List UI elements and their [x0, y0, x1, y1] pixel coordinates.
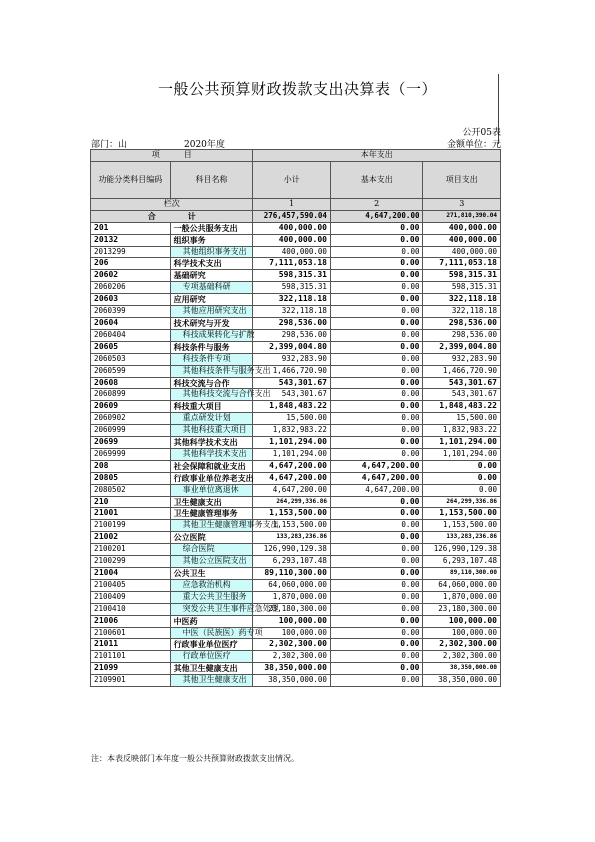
row-code: 210 — [91, 496, 171, 508]
row-name: 公立医院 — [170, 532, 253, 544]
table-row — [91, 675, 501, 687]
row-subtotal: 100,000.00 — [253, 615, 330, 627]
row-basic: 0.00 — [330, 675, 423, 687]
row-code: 2060999 — [91, 425, 171, 437]
row-name: 科技条件与服务 — [170, 341, 253, 353]
row-name: 技术研究与开发 — [170, 317, 253, 329]
row-subtotal: 2,302,300.00 — [253, 651, 330, 663]
row-code: 2100601 — [91, 627, 171, 639]
row-basic: 0.00 — [330, 437, 423, 449]
row-project: 2,302,300.00 — [423, 639, 501, 651]
row-subtotal: 38,350,000.00 — [253, 675, 330, 687]
row-name: 卫生健康支出 — [170, 496, 253, 508]
table-row — [91, 222, 501, 234]
column-index-row — [91, 198, 501, 210]
page-title: 一般公共预算财政拨款支出决算表（一） — [157, 80, 437, 98]
row-basic: 0.00 — [330, 639, 423, 651]
total-subtotal: 276,457,590.04 — [253, 210, 330, 222]
row-subtotal: 1,466,720.90 — [253, 365, 330, 377]
row-basic: 4,647,200.00 — [330, 472, 423, 484]
table-row — [91, 448, 501, 460]
table-row — [91, 556, 501, 568]
row-project: 1,848,483.22 — [423, 401, 501, 413]
table-row — [91, 377, 501, 389]
row-subtotal: 2,302,300.00 — [253, 639, 330, 651]
column-2: 2 — [330, 198, 423, 210]
row-code: 206 — [91, 258, 171, 270]
table-row — [91, 591, 501, 603]
row-subtotal: 89,110,300.00 — [253, 568, 330, 580]
row-project: 2,399,004.80 — [423, 341, 501, 353]
row-basic: 0.00 — [330, 508, 423, 520]
total-project: 271,810,390.04 — [423, 210, 501, 222]
row-code: 2109901 — [91, 675, 171, 687]
row-subtotal: 1,101,294.00 — [253, 437, 330, 449]
row-name: 其他科技条件与服务支出 — [170, 365, 253, 377]
row-name: 其他组织事务支出 — [170, 246, 253, 258]
row-code: 2060503 — [91, 353, 171, 365]
table-row — [91, 425, 501, 437]
row-subtotal: 264,299,336.86 — [253, 496, 330, 508]
row-project: 100,000.00 — [423, 615, 501, 627]
row-name: 其他卫生健康支出 — [170, 663, 253, 675]
row-name: 其他应用研究支出 — [170, 306, 253, 318]
row-subtotal: 100,000.00 — [253, 627, 330, 639]
row-subtotal: 598,315.31 — [253, 282, 330, 294]
row-subtotal: 1,101,294.00 — [253, 448, 330, 460]
table-row — [91, 282, 501, 294]
row-subtotal: 298,536.00 — [253, 317, 330, 329]
table-row — [91, 460, 501, 472]
row-subtotal: 6,293,107.48 — [253, 556, 330, 568]
header-basic: 基本支出 — [330, 161, 423, 198]
row-name: 重大公共卫生服务 — [170, 591, 253, 603]
table-row — [91, 270, 501, 282]
table-row — [91, 544, 501, 556]
row-code: 20132 — [91, 234, 171, 246]
row-project: 0.00 — [423, 460, 501, 472]
header-item: 项 目 — [91, 150, 253, 162]
table-row — [91, 484, 501, 496]
table-row — [91, 532, 501, 544]
table-row — [91, 306, 501, 318]
row-name: 中医药 — [170, 615, 253, 627]
row-project: 100,000.00 — [423, 627, 501, 639]
row-name: 其他卫生健康管理事务支出 — [170, 520, 253, 532]
table-row — [91, 413, 501, 425]
row-name: 科学技术支出 — [170, 258, 253, 270]
row-name: 其他科学技术支出 — [170, 437, 253, 449]
row-name: 科技交流与合作 — [170, 377, 253, 389]
row-project: 64,060,000.00 — [423, 579, 501, 591]
row-name: 基础研究 — [170, 270, 253, 282]
row-basic: 0.00 — [330, 377, 423, 389]
table-row — [91, 663, 501, 675]
row-basic: 0.00 — [330, 222, 423, 234]
row-subtotal: 4,647,200.00 — [253, 472, 330, 484]
row-basic: 0.00 — [330, 365, 423, 377]
row-code: 2100410 — [91, 603, 171, 615]
row-basic: 0.00 — [330, 401, 423, 413]
department-label: 部门：山 — [91, 140, 128, 150]
row-subtotal: 133,283,236.86 — [253, 532, 330, 544]
row-name: 行政事业单位医疗 — [170, 639, 253, 651]
row-code: 20699 — [91, 437, 171, 449]
table-row — [91, 603, 501, 615]
row-code: 20608 — [91, 377, 171, 389]
table-row — [91, 627, 501, 639]
row-basic: 4,647,200.00 — [330, 484, 423, 496]
table-row — [91, 341, 501, 353]
row-basic: 0.00 — [330, 306, 423, 318]
row-subtotal: 126,990,129.38 — [253, 544, 330, 556]
total-row — [91, 210, 501, 222]
row-code: 2060206 — [91, 282, 171, 294]
row-basic: 0.00 — [330, 413, 423, 425]
fiscal-year: 2020年度 — [184, 140, 225, 150]
row-basic: 0.00 — [330, 556, 423, 568]
header-subject-name: 科目名称 — [170, 161, 253, 198]
total-label: 合 计 — [91, 210, 253, 222]
row-name: 其他科技交流与合作支出 — [170, 389, 253, 401]
row-basic: 0.00 — [330, 282, 423, 294]
row-name: 社会保障和就业支出 — [170, 460, 253, 472]
form-number: 公开05表 — [462, 128, 501, 138]
row-project: 15,500.00 — [423, 413, 501, 425]
table-row — [91, 496, 501, 508]
row-name: 中医（民族医）药专项 — [170, 627, 253, 639]
row-name: 其他科技重大项目 — [170, 425, 253, 437]
row-project: 298,536.00 — [423, 317, 501, 329]
amount-unit: 金额单位：元 — [446, 140, 501, 150]
row-basic: 0.00 — [330, 317, 423, 329]
header-current-year: 本年支出 — [253, 150, 501, 162]
row-basic: 0.00 — [330, 246, 423, 258]
row-basic: 0.00 — [330, 234, 423, 246]
row-project: 598,315.31 — [423, 270, 501, 282]
table-row — [91, 437, 501, 449]
row-project: 543,301.67 — [423, 389, 501, 401]
row-code: 2060599 — [91, 365, 171, 377]
row-subtotal: 543,301.67 — [253, 377, 330, 389]
row-basic: 0.00 — [330, 496, 423, 508]
row-name: 科技条件专项 — [170, 353, 253, 365]
row-subtotal: 298,536.00 — [253, 329, 330, 341]
row-code: 2101101 — [91, 651, 171, 663]
row-project: 133,283,236.86 — [423, 532, 501, 544]
row-subtotal: 1,153,500.00 — [253, 520, 330, 532]
row-project: 400,000.00 — [423, 234, 501, 246]
row-subtotal: 322,118.18 — [253, 306, 330, 318]
row-code: 21099 — [91, 663, 171, 675]
row-project: 38,350,000.00 — [423, 663, 501, 675]
table-row — [91, 508, 501, 520]
row-name: 应急救治机构 — [170, 579, 253, 591]
table-row — [91, 520, 501, 532]
row-code: 2060399 — [91, 306, 171, 318]
row-project: 932,283.90 — [423, 353, 501, 365]
row-basic: 0.00 — [330, 294, 423, 306]
row-basic: 0.00 — [330, 353, 423, 365]
row-basic: 0.00 — [330, 544, 423, 556]
row-project: 1,466,720.90 — [423, 365, 501, 377]
row-project: 0.00 — [423, 472, 501, 484]
row-basic: 0.00 — [330, 651, 423, 663]
row-name: 科技重大项目 — [170, 401, 253, 413]
row-subtotal: 400,000.00 — [253, 234, 330, 246]
table-row — [91, 472, 501, 484]
row-project: 322,118.18 — [423, 294, 501, 306]
row-basic: 0.00 — [330, 258, 423, 270]
row-code: 2100409 — [91, 591, 171, 603]
row-code: 2069999 — [91, 448, 171, 460]
row-name: 科技成果转化与扩散 — [170, 329, 253, 341]
row-code: 2100199 — [91, 520, 171, 532]
table-row — [91, 353, 501, 365]
row-basic: 0.00 — [330, 579, 423, 591]
row-name: 组织事务 — [170, 234, 253, 246]
row-subtotal: 598,315.31 — [253, 270, 330, 282]
row-project: 543,301.67 — [423, 377, 501, 389]
row-code: 2100201 — [91, 544, 171, 556]
row-project: 7,111,053.18 — [423, 258, 501, 270]
row-subtotal: 2,399,004.80 — [253, 341, 330, 353]
row-code: 20604 — [91, 317, 171, 329]
row-basic: 0.00 — [330, 591, 423, 603]
row-name: 应用研究 — [170, 294, 253, 306]
expenditure-table — [90, 149, 501, 687]
row-code: 21011 — [91, 639, 171, 651]
row-subtotal: 23,180,300.00 — [253, 603, 330, 615]
row-basic: 0.00 — [330, 663, 423, 675]
row-subtotal: 4,647,200.00 — [253, 484, 330, 496]
row-basic: 0.00 — [330, 532, 423, 544]
row-basic: 0.00 — [330, 603, 423, 615]
row-code: 2100405 — [91, 579, 171, 591]
row-code: 201 — [91, 222, 171, 234]
row-code: 2060902 — [91, 413, 171, 425]
row-project: 2,302,300.00 — [423, 651, 501, 663]
row-project: 1,832,983.22 — [423, 425, 501, 437]
row-project: 400,000.00 — [423, 222, 501, 234]
table-row — [91, 294, 501, 306]
column-1: 1 — [253, 198, 330, 210]
row-code: 21001 — [91, 508, 171, 520]
row-code: 2080502 — [91, 484, 171, 496]
row-name: 卫生健康管理事务 — [170, 508, 253, 520]
row-code: 20805 — [91, 472, 171, 484]
row-code: 21002 — [91, 532, 171, 544]
row-project: 1,153,500.00 — [423, 508, 501, 520]
row-subtotal: 7,111,053.18 — [253, 258, 330, 270]
row-project: 6,293,107.48 — [423, 556, 501, 568]
row-project: 23,180,300.00 — [423, 603, 501, 615]
row-project: 38,350,000.00 — [423, 675, 501, 687]
row-name: 重点研发计划 — [170, 413, 253, 425]
row-project: 1,101,294.00 — [423, 448, 501, 460]
row-code: 2060899 — [91, 389, 171, 401]
row-project: 264,299,336.86 — [423, 496, 501, 508]
row-name: 行政单位医疗 — [170, 651, 253, 663]
row-name: 其他公立医院支出 — [170, 556, 253, 568]
row-name: 一般公共服务支出 — [170, 222, 253, 234]
row-project: 298,536.00 — [423, 329, 501, 341]
row-basic: 0.00 — [330, 425, 423, 437]
row-basic: 0.00 — [330, 448, 423, 460]
table-row — [91, 401, 501, 413]
row-project: 89,110,300.00 — [423, 568, 501, 580]
row-subtotal: 322,118.18 — [253, 294, 330, 306]
row-project: 126,990,129.38 — [423, 544, 501, 556]
row-subtotal: 1,832,983.22 — [253, 425, 330, 437]
row-subtotal: 38,350,000.00 — [253, 663, 330, 675]
row-code: 20609 — [91, 401, 171, 413]
row-subtotal: 1,153,500.00 — [253, 508, 330, 520]
row-subtotal: 64,060,000.00 — [253, 579, 330, 591]
table-row — [91, 639, 501, 651]
row-code: 21006 — [91, 615, 171, 627]
row-code: 21004 — [91, 568, 171, 580]
row-project: 1,870,000.00 — [423, 591, 501, 603]
table-row — [91, 329, 501, 341]
table-row — [91, 234, 501, 246]
row-basic: 0.00 — [330, 627, 423, 639]
table-row — [91, 365, 501, 377]
row-name: 公共卫生 — [170, 568, 253, 580]
row-code: 208 — [91, 460, 171, 472]
row-subtotal: 4,647,200.00 — [253, 460, 330, 472]
row-basic: 0.00 — [330, 389, 423, 401]
row-name: 其他卫生健康支出 — [170, 675, 253, 687]
table-row — [91, 615, 501, 627]
row-basic: 0.00 — [330, 341, 423, 353]
header-project: 项目支出 — [423, 161, 501, 198]
header-subtotal: 小计 — [253, 161, 330, 198]
row-project: 400,000.00 — [423, 246, 501, 258]
row-subtotal: 400,000.00 — [253, 222, 330, 234]
table-row — [91, 317, 501, 329]
row-code: 20602 — [91, 270, 171, 282]
row-project: 1,101,294.00 — [423, 437, 501, 449]
header-func-code: 功能分类科目编码 — [91, 161, 171, 198]
row-name: 突发公共卫生事件应急处理 — [170, 603, 253, 615]
total-basic: 4,647,200.00 — [330, 210, 423, 222]
row-code: 20605 — [91, 341, 171, 353]
table-row — [91, 568, 501, 580]
table-row — [91, 389, 501, 401]
table-row — [91, 246, 501, 258]
row-subtotal: 15,500.00 — [253, 413, 330, 425]
row-code: 2060404 — [91, 329, 171, 341]
row-project: 0.00 — [423, 484, 501, 496]
row-subtotal: 1,848,483.22 — [253, 401, 330, 413]
column-3: 3 — [423, 198, 501, 210]
row-code: 2100299 — [91, 556, 171, 568]
row-basic: 0.00 — [330, 615, 423, 627]
row-subtotal: 400,000.00 — [253, 246, 330, 258]
row-subtotal: 932,283.90 — [253, 353, 330, 365]
row-subtotal: 1,870,000.00 — [253, 591, 330, 603]
row-basic: 4,647,200.00 — [330, 460, 423, 472]
row-name: 专项基础科研 — [170, 282, 253, 294]
row-code: 20603 — [91, 294, 171, 306]
row-basic: 0.00 — [330, 568, 423, 580]
table-row — [91, 258, 501, 270]
row-project: 598,315.31 — [423, 282, 501, 294]
row-subtotal: 543,301.67 — [253, 389, 330, 401]
row-name: 综合医院 — [170, 544, 253, 556]
table-row — [91, 651, 501, 663]
row-project: 322,118.18 — [423, 306, 501, 318]
row-name: 行政事业单位养老支出 — [170, 472, 253, 484]
row-basic: 0.00 — [330, 329, 423, 341]
row-name: 其他科学技术支出 — [170, 448, 253, 460]
row-name: 事业单位离退休 — [170, 484, 253, 496]
row-project: 1,153,500.00 — [423, 520, 501, 532]
column-no-label: 栏次 — [91, 198, 253, 210]
footnote: 注：本表反映部门本年度一般公共预算财政拨款支出情况。 — [91, 754, 299, 763]
table-row — [91, 579, 501, 591]
row-basic: 0.00 — [330, 520, 423, 532]
row-code: 2013299 — [91, 246, 171, 258]
row-basic: 0.00 — [330, 270, 423, 282]
